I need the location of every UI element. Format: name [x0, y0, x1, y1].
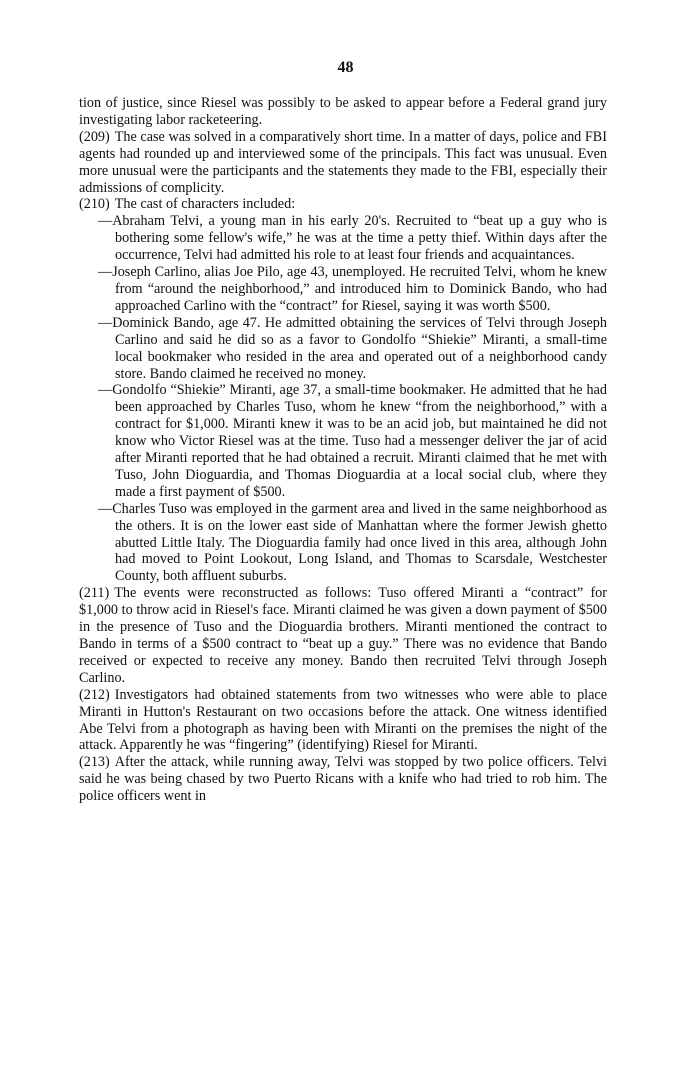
cast-item-telvi: —Abraham Telvi, a young man in his early 20's. Recruited to “beat up a guy who is bothering some fellow's wife,” he was at the time a petty thief. Within days after the occurrence, Telvi had admitted his role to at least four friends and acquaintances.	[98, 213, 607, 264]
paragraph-number: (213)	[79, 754, 110, 771]
paragraph-212	[79, 687, 607, 755]
paragraph-209	[79, 129, 607, 197]
paragraph-continuation: tion of justice, since Riesel was possibly to be asked to appear before a Federal grand jury investigating labor racketeering.	[79, 95, 607, 128]
cast-item-bando: —Dominick Bando, age 47. He admitted obtaining the services of Telvi through Joseph Carlino and said he did so as a favor to Gondolfo “Shiekie” Miranti, a small-time local bookmaker who resided in the area and operated out of a neighborhood candy store. Bando claimed he received no money.	[98, 314, 607, 382]
cast-list	[79, 213, 607, 585]
paragraph-text: The events were reconstructed as follows: Tuso offered Miranti a “contract” for $1,000 to throw acid in Riesel's face. Miranti claimed he was given a down payment of $500 in the presence of Tuso and the Dioguardia brothers. Miranti mentioned the contract to Bando in terms of a $500 contract to “beat up a guy.” There was no evidence that Bando received or expected to receive any money. Bando then recruited Telvi through Joseph Carlino.	[79, 585, 607, 686]
page-number: 48	[337, 59, 354, 76]
cast-item-tuso: —Charles Tuso was employed in the garment area and lived in the same neighborhood as the others. It is on the lower east side of Manhattan where the former Jewish ghetto abutted Little Italy. The Dioguardia family had once lived in this area, although John had moved to Point Lookout, Long Island, and Thomas to Scarsdale, Westchester County, both affluent suburbs.	[98, 500, 607, 585]
paragraph-text: After the attack, while running away, Telvi was stopped by two police officers. Telvi said he was being chased by two Puerto Ricans with a knife who had tried to rob him. The police officers went in	[79, 754, 607, 805]
paragraph-text: The cast of characters included:	[114, 196, 296, 213]
paragraph-210	[79, 196, 607, 213]
paragraph-211	[79, 585, 607, 686]
paragraph-213	[79, 754, 607, 805]
paragraph-number: (211)	[79, 585, 110, 602]
paragraph-text: Investigators had obtained statements from two witnesses who were able to place Miranti in Hutton's Restaurant on two occasions before the attack. One witness identified Abe Telvi from a photograph as having been with Miranti on the premises the night of the attack. Apparently he was “fingering” (identifying) Riesel for Miranti.	[79, 686, 607, 754]
body-text	[79, 95, 607, 805]
cast-item-miranti: —Gondolfo “Shiekie” Miranti, age 37, a small-time bookmaker. He admitted that he had been approached by Charles Tuso, whom he knew “from the neighborhood,” with a contract for $1,000. Miranti knew it was to be an acid job, but maintained he did not know who Victor Riesel was at the time. Tuso had a messenger deliver the jar of acid after Miranti reported that he had obtained a recruit. Miranti claimed that he met with Tuso, John Dioguardia, and Thomas Dioguardia at a local social club, where they made a first payment of $500.	[98, 382, 607, 500]
paragraph-text: The case was solved in a comparatively short time. In a matter of days, police and FBI agents had rounded up and interviewed some of the principals. This fact was unusual. Even more unusual were the participants and the statements they made to the FBI, especially their admissions of complicity.	[79, 128, 607, 196]
paragraph-number: (209)	[79, 128, 110, 145]
paragraph-number: (212)	[79, 686, 110, 703]
cast-item-carlino: —Joseph Carlino, alias Joe Pilo, age 43, unemployed. He recruited Telvi, whom he knew from “around the neighborhood,” and introduced him to Dominick Bando, who had approached Carlino with the “contract” for Riesel, saying it was worth $500.	[98, 264, 607, 314]
paragraph-number: (210)	[79, 196, 110, 213]
